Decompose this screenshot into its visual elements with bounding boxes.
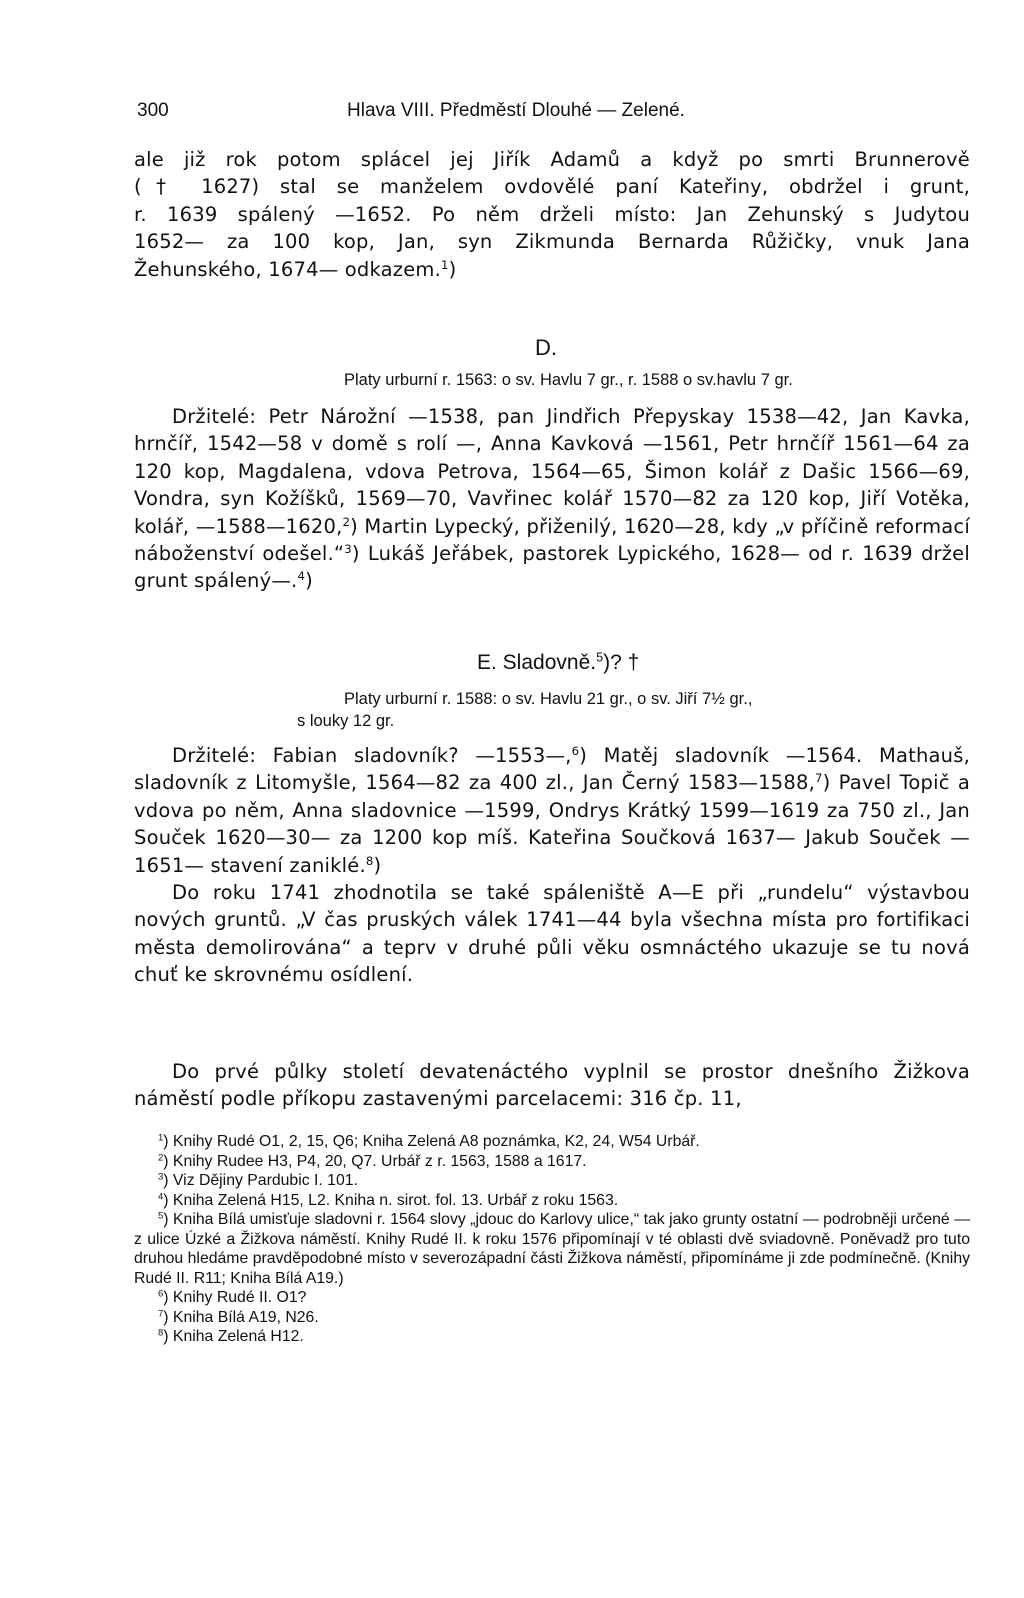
footnote	[134, 1152, 970, 1172]
footnote-text: ) Knihy Rudé O1, 2, 15, Q6; Kniha Zelená A8 poznámka, K2, 24, W54 Urbář.	[163, 1133, 700, 1150]
footnote-number: 5	[158, 1210, 164, 1222]
holders-text: ) Lukáš Jeřábek, pastorek Lypického, 1628— od r. 1639 držel grunt spálený—.	[134, 542, 970, 593]
holders-text: ) Pavel Topič a vdova po něm, Anna sladovnice —1599, Ondrys Krátký 1599—1619 za 750 zl., Jan Souček 1620—30— za 1200 kop míš. Kateřina Součková 1637— Jakub Souček —1651— stavení zaniklé.	[134, 771, 970, 877]
section-title-text: E. Sladovně.	[477, 651, 597, 674]
holders-text: )	[305, 569, 313, 593]
footnote-number: 8	[158, 1327, 164, 1339]
footnote-ref: 4	[297, 569, 306, 584]
section-heading-e	[477, 651, 639, 675]
section-heading-d: D.	[535, 335, 557, 360]
footnote	[134, 1308, 970, 1328]
section-e-holders	[134, 742, 970, 989]
running-header	[137, 100, 971, 132]
holders-text: Držitelé: Fabian sladovník? —1553—,	[172, 744, 572, 767]
intro-line: 1652— za 100 kop, Jan, syn Zikmunda Bernarda Růžičky, vnuk Jana	[134, 230, 970, 254]
holders-paragraph	[134, 403, 970, 595]
body-paragraph: Do roku 1741 zhodnotila se také spáleniště A—E při „rundelu“ výstavbou nových gruntů. „V čas pruských válek 1741—44 byla všechna místa pro fortifikaci města demolirována“ a teprv v druhé půli věku osmnáctého ukazuje se tu nová chuť ke skrovnému osídlení.	[134, 881, 970, 987]
footnote	[134, 1132, 970, 1152]
footnote-number: 4	[158, 1190, 164, 1202]
footnote-text: ) Viz Dějiny Pardubic I. 101.	[163, 1172, 358, 1189]
section-e-payments	[134, 688, 970, 732]
payments-line: Platy urburní r. 1563: o sv. Havlu 7 gr., r. 1588 o sv.havlu 7 gr.	[344, 371, 793, 389]
footnote-text: ) Kniha Zelená H15, L2. Kniha n. sirot. fol. 13. Urbář z roku 1563.	[163, 1191, 619, 1209]
payments-line: s louky 12 gr.	[297, 712, 395, 730]
closing-paragraph	[134, 1058, 970, 1113]
footnote-number: 2	[158, 1151, 164, 1163]
footnote-list	[134, 1132, 970, 1347]
footnote-text: ) Knihy Rudé II. O1?	[163, 1289, 307, 1306]
footnote-number: 7	[158, 1307, 164, 1319]
running-title: Hlava VIII. Předměstí Dlouhé — Zelené.	[347, 100, 685, 121]
footnote-text: ) Knihy Rudee H3, P4, 20, Q7. Urbář z r. 1563, 1588 a 1617.	[163, 1152, 587, 1170]
footnote-ref: 8	[365, 853, 374, 868]
payments-line: Platy urburní r. 1588: o sv. Havlu 21 gr., o sv. Jiří 7½ gr.,	[344, 690, 753, 708]
footnote-ref-close: )	[448, 257, 457, 281]
footnote-ref: 7	[814, 771, 823, 786]
intro-line-text: Žehunského, 1674— odkazem.	[134, 257, 442, 281]
intro-line: († 1627) stal se manželem ovdovělé paní Kateřiny, obdržel i grunt,	[134, 175, 970, 199]
section-d-holders	[134, 403, 970, 595]
intro-line: ale již rok potom splácel jej Jiřík Adamů a když po smrti Brunnerově	[134, 148, 970, 171]
footnote	[134, 1210, 970, 1288]
footnote-number: 1	[158, 1132, 164, 1144]
footnote-ref: 5	[596, 650, 604, 665]
section-d-payments	[134, 369, 970, 391]
footnote	[134, 1171, 970, 1191]
footnote-number: 3	[158, 1171, 164, 1183]
holders-text: )	[373, 853, 382, 877]
section-title-text: )? †	[603, 651, 640, 674]
holders-text: ) Martin Lypecký, přiženilý, 1620—28, kdy „v příčině reformací náboženství odešel.“	[134, 514, 970, 566]
footnote-ref: 3	[344, 542, 352, 557]
footnote-ref: 2	[342, 514, 351, 529]
page-number: 300	[137, 100, 169, 121]
holders-text: Držitelé: Petr Nárožní —1538, pan Jindřich Přepyskay 1538—42, Jan Kavka, hrnčíř, 1542—58 v domě s rolí —, Anna Kavková —1561, Petr hrnčíř 1561—64 za 120 kop, Magdalena, vdova Petrova, 1564—65, Šimon kolář z Dašic 1566—69, Vondra, syn Kožíšků, 1569—70, Vavřinec kolář 1570—82 za 120 kop, Jiří Votěka, kolář, —1588—1620,	[134, 405, 970, 538]
holders-text: ) Matěj sladovník —1564. Mathauš, sladovník z Litomyšle, 1564—82 za 400 zl., Jan Černý 1583—1588,	[134, 744, 970, 795]
holders-paragraph	[134, 742, 970, 879]
footnote-ref: 6	[571, 743, 580, 758]
footnote	[134, 1191, 970, 1211]
footnote-text: ) Kniha Bílá umisťuje sladovni r. 1564 slovy „jdouc do Karlovy ulice,“ tak jako grunty ostatní — podrobněji určené — z ulice Úzké a Žižkova náměstí. Knihy Rudé II. k roku 1576 připomínají v té oblasti dvě sviadovně. Poněvadž pro tuto druhou hledáme pravděpodobné místo v severozápadní části Žižkova náměstí, připomínáme ji zde podmínečně. (Knihy Rudé II. R11; Kniha Bílá A19.)	[134, 1211, 970, 1287]
body-paragraph: Do prvé půlky století devatenáctého vyplnil se prostor dnešního Žižkova náměstí podle příkopu zastavenými parcelacemi: 316 čp. 11,	[134, 1060, 970, 1111]
footnote	[134, 1327, 970, 1347]
intro-line	[134, 256, 970, 283]
footnote-text: ) Kniha Zelená H12.	[163, 1328, 304, 1345]
footnote-text: ) Kniha Bílá A19, N26.	[163, 1308, 319, 1326]
intro-paragraph	[134, 146, 970, 283]
footnote-ref: 1	[441, 257, 449, 272]
footnote-number: 6	[158, 1288, 164, 1300]
footnote	[134, 1288, 970, 1308]
intro-line: r. 1639 spálený —1652. Po něm drželi místo: Jan Zehunský s Judytou	[134, 202, 970, 226]
footnotes	[134, 1132, 970, 1347]
